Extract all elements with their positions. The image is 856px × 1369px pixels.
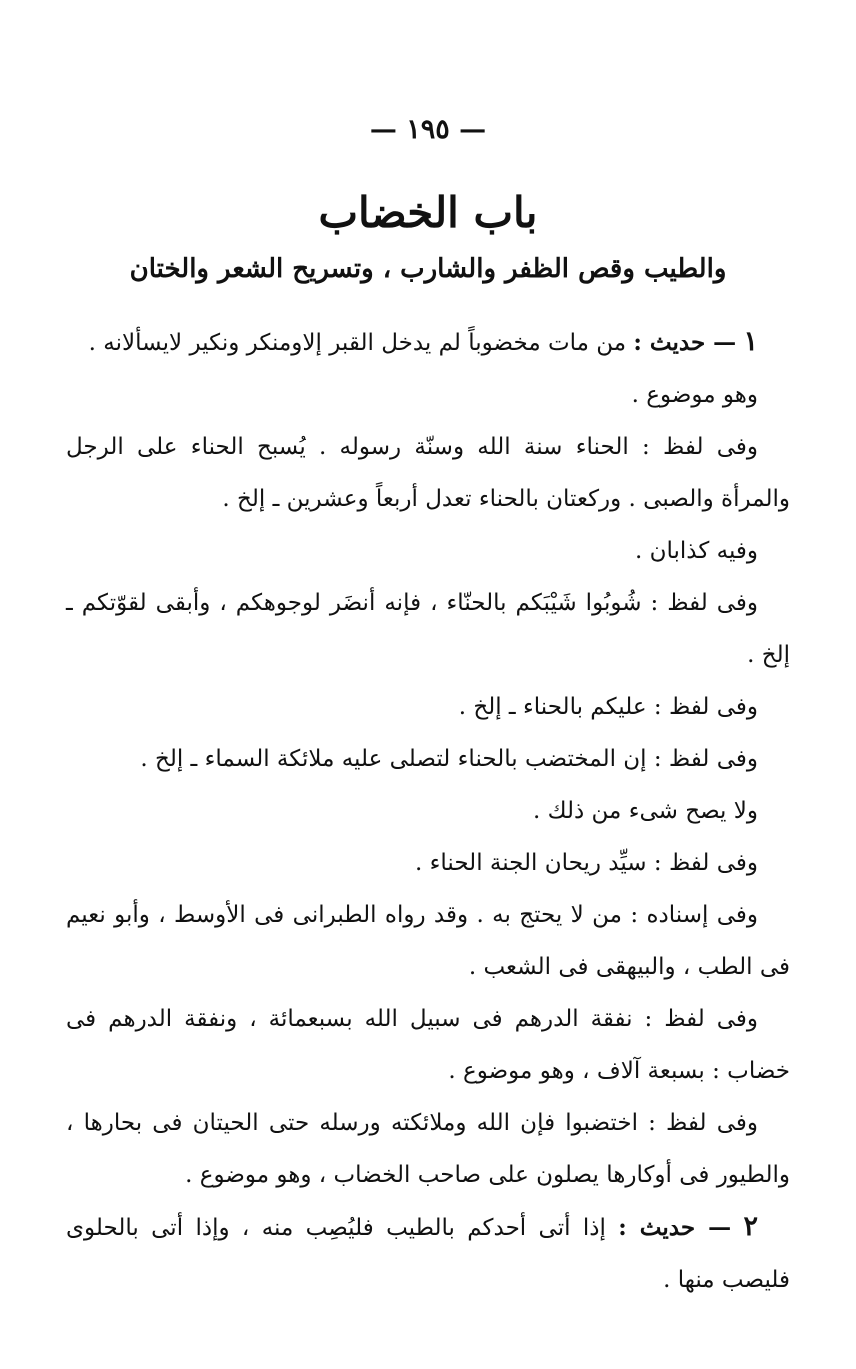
paragraph: وفى لفظ : نفقة الدرهم فى سبيل الله بسبعمائة ، ونفقة الدرهم فى خضاب : بسبعة آلاف ، وهو موضوع . xyxy=(66,1006,790,1084)
paragraph-text: من مات مخضوباً لم يدخل القبر إلاومنكر ونكير لايسألانه . xyxy=(88,330,634,356)
paragraph: وهو موضوع . xyxy=(631,382,758,408)
paragraph: وفيه كذابان . xyxy=(634,538,758,564)
paragraph: وفى لفظ : شُوبُوا شَيْبَكم بالحنّاء ، فإنه أنضَر لوجوهكم ، وأبقى لقوّتكم ـ إلخ . xyxy=(66,590,790,668)
paragraph: وفى إسناده : من لا يحتج به . وقد رواه الطبرانى فى الأوسط ، وأبو نعيم فى الطب ، والبيهقى فى الشعب . xyxy=(66,902,790,980)
chapter-subtitle: والطيب وقص الظفر والشارب ، وتسريح الشعر والختان xyxy=(129,254,727,284)
hadith-paragraph xyxy=(66,316,790,369)
hadith-label: — حديث : xyxy=(633,329,737,356)
paragraph: وفى لفظ : إن المختضب بالحناء لتصلى عليه ملائكة السماء ـ إلخ . xyxy=(140,746,758,772)
paragraph-text: إذا أتى أحدكم بالطيب فليُصِب منه ، وإذا أتى بالحلوى فليصب منها . xyxy=(66,1215,790,1293)
paragraph: وفى لفظ : عليكم بالحناء ـ إلخ . xyxy=(458,694,758,720)
hadith-number: ٢ xyxy=(743,1211,758,1242)
page-body xyxy=(66,316,790,1306)
paragraph: وفى لفظ : اختضبوا فإن الله وملائكته ورسله حتى الحيتان فى بحارها ، والطيور فى أوكارها يصلون على صاحب الخضاب ، وهو موضوع . xyxy=(66,1110,790,1188)
hadith-label: — حديث : xyxy=(618,1214,732,1241)
paragraph: ولا يصح شىء من ذلك . xyxy=(532,798,758,824)
hadith-number: ١ xyxy=(743,326,758,357)
hadith-paragraph xyxy=(66,1201,790,1306)
chapter-title: باب الخضاب xyxy=(318,188,538,237)
page-number: — ١٩٥ — xyxy=(369,114,487,145)
paragraph: وفى لفظ : الحناء سنة الله وسنّة رسوله . يُسبح الحناء على الرجل والمرأة والصبى . وركعتان بالحناء تعدل أربعاً وعشرين ـ إلخ . xyxy=(66,434,790,512)
paragraph: وفى لفظ : سيِّد ريحان الجنة الحناء . xyxy=(414,850,758,876)
